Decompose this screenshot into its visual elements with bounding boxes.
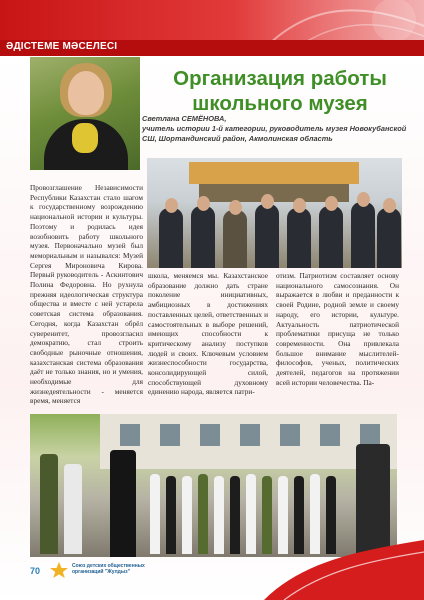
- article-column-2: школа, меняемся мы. Казахстанское образование должно дать стране поколение инициативных, амбициозных в достижениях поставленных целей, ответственных и самостоятельных в выборе решений, имеющих способности к критическому анализу поступков людей и своих. Ключевым условием жизнеспособности государства, консолидирующей силой, способствующей духовному единению народа, является патри-: [148, 271, 268, 397]
- author-name: Светлана СЕМЁНОВА,: [142, 114, 227, 123]
- author-photo: [30, 57, 140, 170]
- article-column-3: отизм. Патриотизм составляет основу национального самосознания. Он выражается в любви и преданности к своей Родине, родной земле и своему народу, его истории, культуре. Актуальность патриотической проблематики присуща не только современности. Она привлекала большое внимание мыслителей-философов, ученых, политических деятелей, педагогов на протяжении всей истории человечества. Па-: [276, 271, 399, 387]
- article-title: Организация работы школьного музея: [173, 67, 387, 115]
- section-title: ӘДІСТЕМЕ МӘСЕЛЕСІ: [6, 41, 118, 52]
- schoolyard-photo: [30, 414, 397, 557]
- zhuldyz-logo-icon: [48, 561, 70, 579]
- page-number: 70: [30, 566, 41, 576]
- article-column-1: Провозглашение Независимости Республики Казахстан стало шагом к государственному возрождению национальной истории и культуры. Поэтому и родилась идея возобновить работу школьного музея. Первоначально музей был мемориальным и назывался: Музей Сергея Мироновича Кирова. Первый руководитель - Аскинтович Полина Федоровна. Но рухнула прежняя идеологическая структура общества и вместе с ней устарела советская система образования. Сегодня, когда Казахстан обрёл суверенитет, провозгласил демократию, стал строить свободные рыночные отношения, казахстанская система образования даёт не только знания, но и умения, необходимые для жизнедеятельности - меняется время, меняется: [30, 183, 143, 406]
- group-photo: [147, 158, 402, 268]
- author-role: учитель истории 1-й категории, руководитель музея Новокубанской СШ, Шортандинский район, Акмолинская область: [142, 124, 407, 143]
- organization-name: Союз детских общественных организаций "Жулдыз": [72, 563, 145, 575]
- author-credit: [142, 114, 412, 144]
- swirl-decoration-icon: [244, 0, 424, 70]
- footer-curve-decoration: [264, 540, 424, 600]
